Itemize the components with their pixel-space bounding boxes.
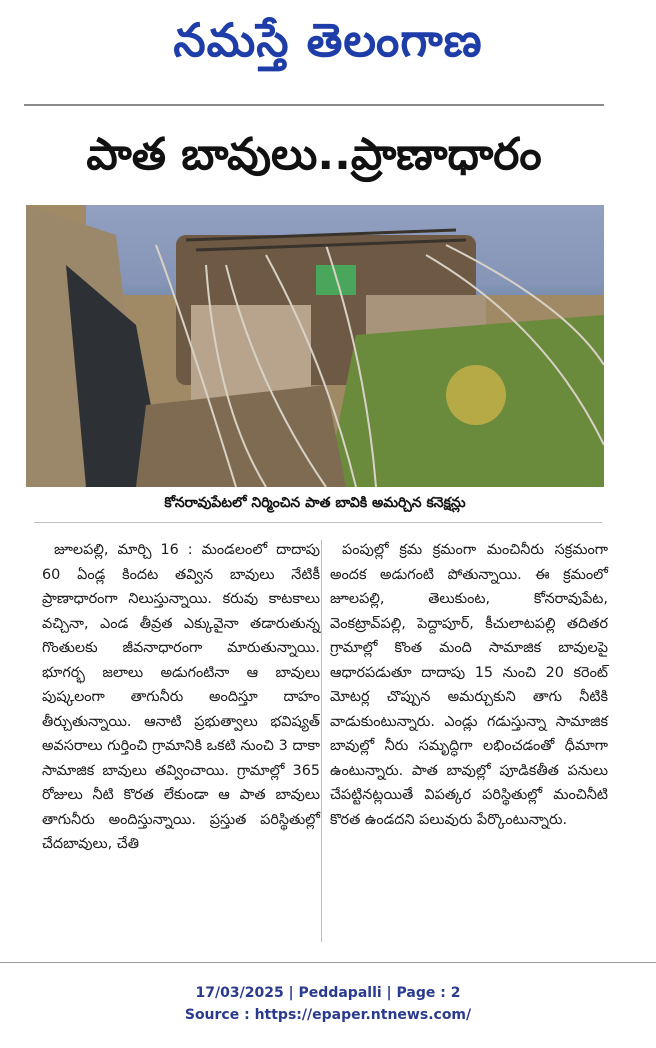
newspaper-logo: నమస్తే తెలంగాణ: [173, 13, 483, 67]
photo-caption: కోనరావుపేటలో నిర్మించిన పాత బావికి అమర్చిన కనెక్షన్లు: [164, 494, 466, 511]
article-body-right-column: [330, 538, 608, 832]
source-link[interactable]: Source : https://epaper.ntnews.com/: [184, 1007, 472, 1023]
masthead: [0, 6, 656, 86]
divider: [34, 522, 602, 523]
divider: [0, 962, 656, 963]
column-divider: [321, 540, 322, 942]
article-paragraph: పంపుల్లో క్రమ క్రమంగా మంచినీరు సక్రమంగా అందక అడుగంటి పోతున్నాయి. ఈ క్రమంలో జూలపల్లి, తెలుకుంట, కోనరావుపేట, వెంకట్రావ్‌పల్లి, పెద్దాపూర్, కీచులాటపల్లి తదితర గ్రామాల్లో కొంత మంది సామాజిక బావులపై ఆధారపడుతూ దాదాపు 15 నుంచి 20 కరెంట్ మోటర్ల చొప్పున అమర్చుకుని తాగు నీటికి వాడుకుంటున్నారు. ఎండ్లు గడుస్తున్నా సామాజిక బావుల్లో నీరు సమృద్ధిగా లభించడంతో ధీమాగా ఉంటున్నారు. పాత బావుల్లో పూడికతీత పనులు చేపట్టినట్లయితే విపత్కర పరిస్థితుల్లో మంచినీటి కొరత ఉండదని పలువురు పేర్కొంటున్నారు.: [330, 542, 608, 828]
divider: [24, 104, 604, 106]
article-photo: [26, 205, 604, 487]
edition-info: 17/03/2025 | Peddapalli | Page : 2: [195, 985, 461, 1001]
article-body-left-column: [42, 538, 320, 857]
page-footer: [0, 982, 656, 1026]
article-paragraph: జూలపల్లి, మార్చి 16 : మండలంలో దాదాపు 60 ఏండ్ల కిందట తవ్విన బావులు నేటికీ ప్రాణాధారంగా నిలుస్తున్నాయి. కరువు కాటకాలు వచ్చినా, ఎండ తీవ్రత ఎక్కువైనా తడారుతున్న గొంతులకు జీవనాధారంగా మారుతున్నాయి. భూగర్భ జలాలు అడుగంటినా ఆ బావులు పుష్కలంగా తాగునీరు అందిస్తూ దాహం తీర్చుతున్నాయి. ఆనాటి ప్రభుత్వాలు భవిష్యత్ అవసరాలు గుర్తించి గ్రామానికి ఒకటి నుంచి 3 దాకా సామాజిక బావులు తవ్వించాయి. గ్రామాల్లో 365 రోజులు నీటి కొరత లేకుండా ఆ పాత బావులు తాగునీరు అందిస్తున్నాయి. ప్రస్తుత పరిస్థితుల్లో చేదబావులు, చేతి: [42, 542, 320, 852]
article-headline: పాత బావులు..ప్రాణాధారం: [86, 129, 542, 180]
